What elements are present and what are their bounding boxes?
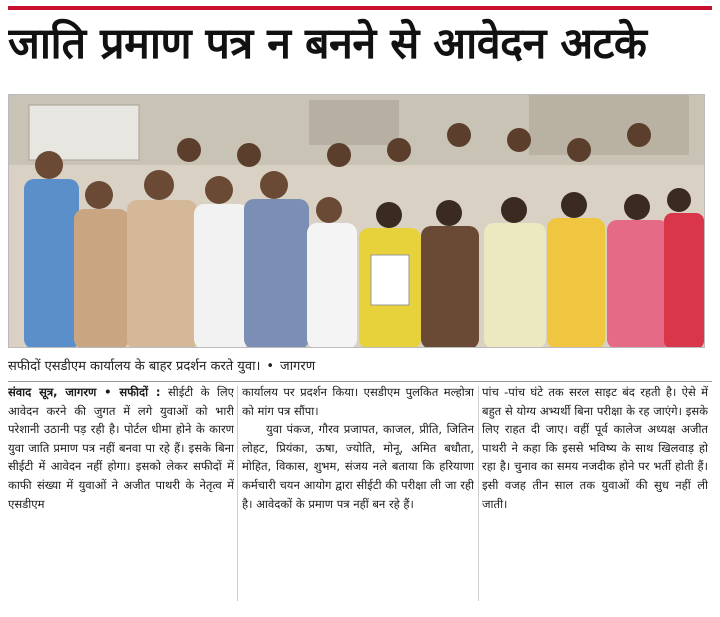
article-column-1	[8, 383, 234, 608]
body-text-col3: पांच -पांच घंटे तक सरल साइट बंद रहती है। ऐसे में बहुत से योग्य अभ्यर्थी बिना परीक्षा के रह जाएंगे। इसके लिए राहत दी जाए। वहीं पूर्व कालेज अध्यक्ष अजीत पाथरी ने कहा कि इससे भविष्य के साथ खिलवाड़ हो रहा है। चुनाव का समय नजदीक होने पर भर्ती होती हैं। इसी वजह तीन साल तक युवाओं की सुध नहीं ली जाती।	[482, 385, 708, 511]
article-column-3	[482, 383, 708, 608]
photo-caption	[8, 356, 608, 378]
dateline: संवाद सूत्र, जागरण • सफीदों :	[8, 385, 161, 399]
headline: जाति प्रमाण पत्र न बनने से आवेदन अटके	[8, 19, 647, 69]
top-accent-rule	[8, 6, 712, 10]
article-column-2	[242, 383, 474, 608]
news-photo	[8, 94, 705, 348]
group-photo-icon	[9, 95, 704, 347]
body-text-col2-p1: कार्यालय पर प्रदर्शन किया। एसडीएम पुलकित मल्होत्रा को मांग पत्र सौंपा।	[242, 385, 474, 418]
caption-text: सफीदों एसडीएम कार्यालय के बाहर प्रदर्शन करते युवा।	[8, 359, 261, 374]
body-text-col1: सीईटी के लिए आवेदन करने की जुगत में लगे युवाओं को भारी परेशानी उठानी पड़ रही है। पोर्टल धीमा होने के कारण युवा जाति प्रमाण पत्र नहीं बनवा पा रहे हैं। इसके बिना सीईटी में आवेदन नहीं होगा। इसको लेकर सफीदों में काफी संख्या में युवाओं ने अजीत पाथरी के नेतृत्व में एसडीएम	[8, 385, 234, 511]
bullet-icon: •	[266, 359, 275, 374]
body-text-col2-p2: युवा पंकज, गौरव प्रजापत, काजल, प्रीति, जितिन लोहट, प्रियंका, ऊषा, ज्योति, मोनू, अमित बधौता, मोहित, विकास, शुभम, संजय नले बताया कि हरियाणा कर्मचारी चयन आयोग द्वारा सीईटी की परीक्षा ली जा रही है। आवेदकों के प्रमाण पत्र नहीं बन रहे हैं।	[242, 422, 474, 511]
caption-divider	[8, 381, 712, 382]
column-divider	[478, 386, 479, 601]
column-divider	[237, 386, 238, 601]
caption-credit: जागरण	[280, 359, 316, 374]
